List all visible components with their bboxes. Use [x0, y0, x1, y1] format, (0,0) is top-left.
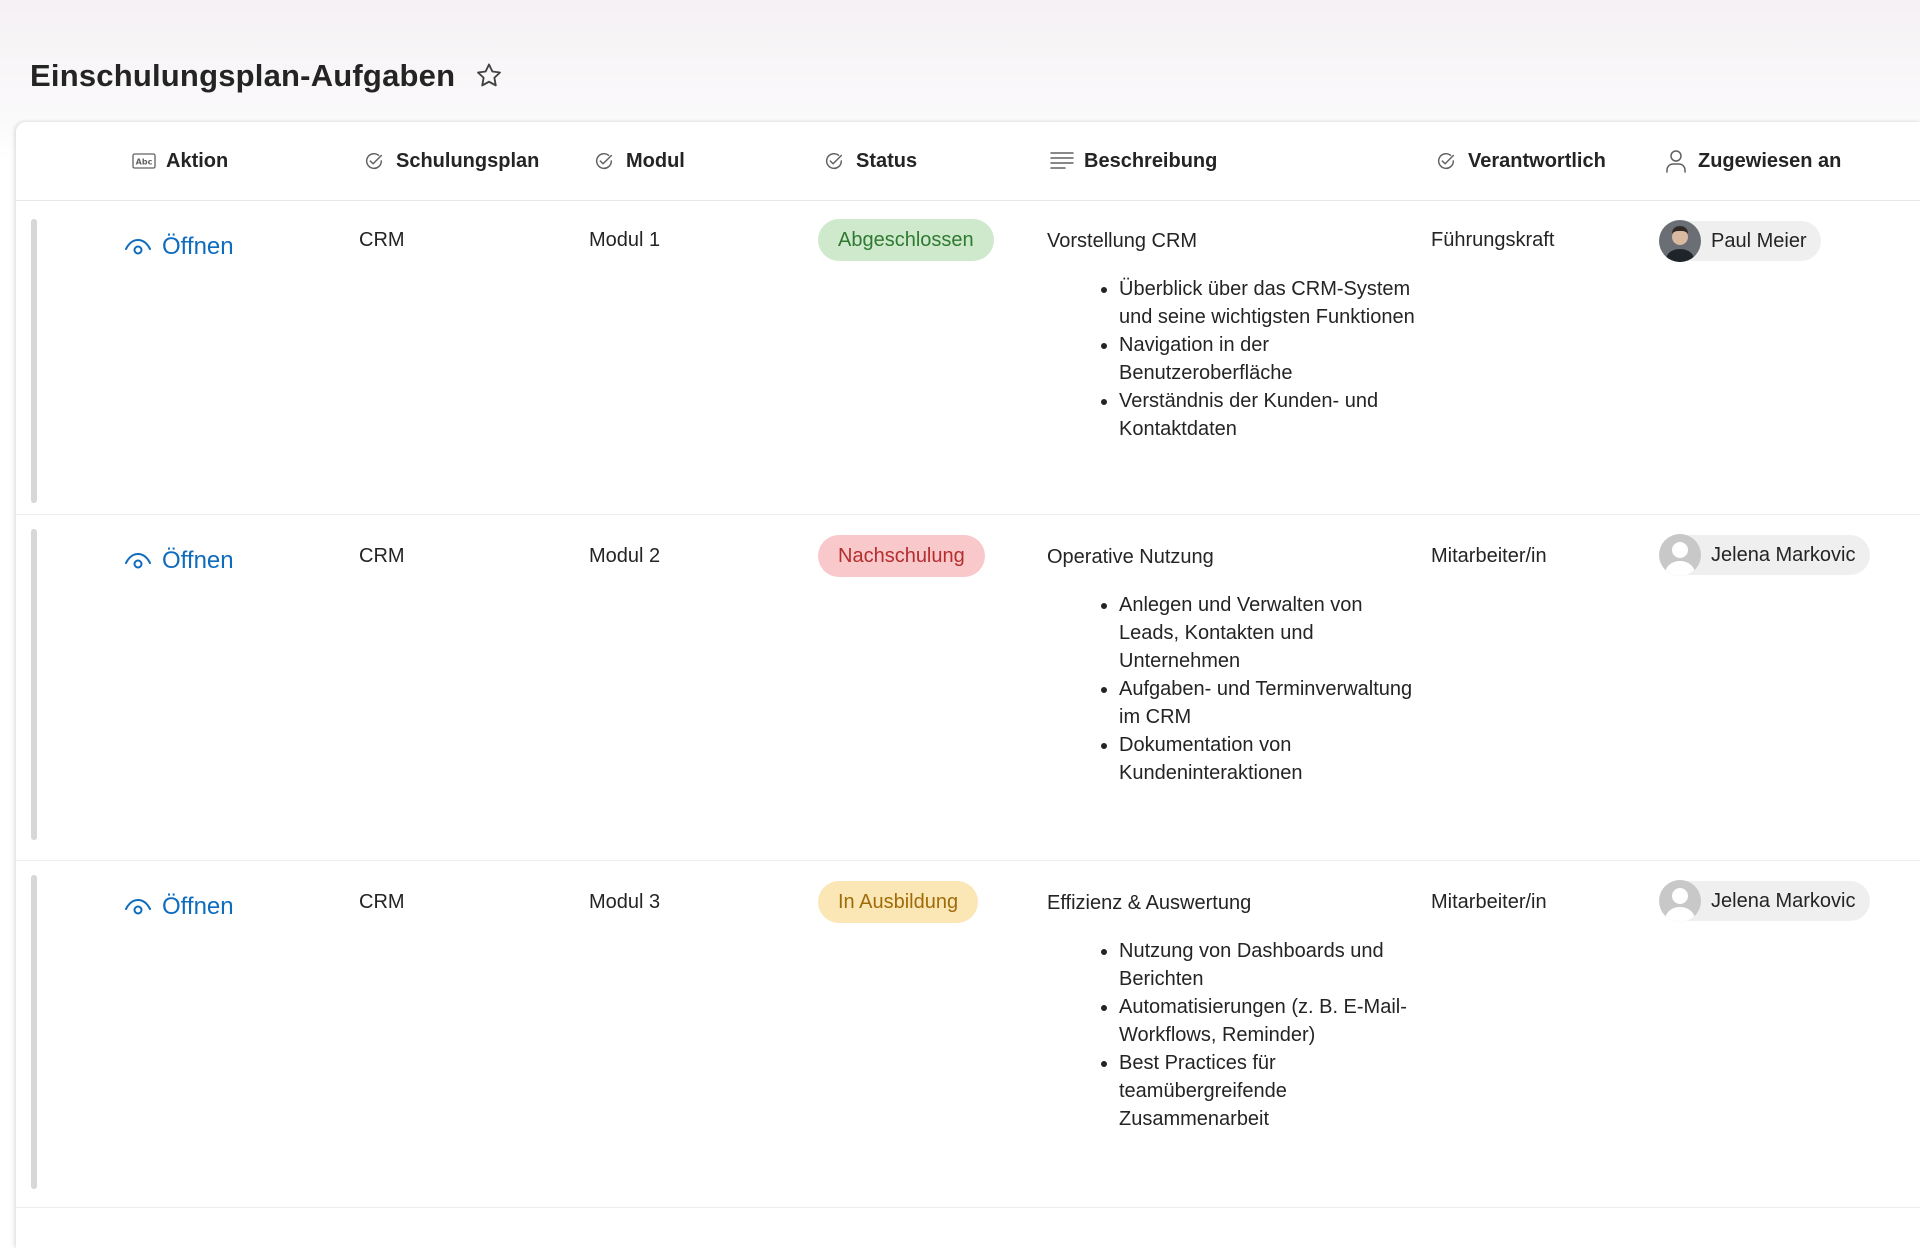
list-panel: [16, 122, 1920, 1248]
column-header-beschreibung[interactable]: [1050, 122, 1217, 200]
description-title: Operative Nutzung: [1047, 546, 1214, 568]
check-circle-icon: [362, 149, 386, 173]
status-badge: [818, 881, 978, 923]
column-header-zugewiesen[interactable]: [1664, 122, 1841, 200]
row-selector[interactable]: [31, 529, 37, 840]
avatar-icon: [1659, 534, 1701, 576]
column-header-label: Beschreibung: [1084, 149, 1218, 172]
text-field-icon: [132, 149, 156, 173]
check-circle-icon: [822, 149, 846, 173]
description-title: Effizienz & Auswertung: [1047, 892, 1252, 914]
description-list: [1047, 591, 1417, 787]
row-selector[interactable]: [31, 219, 37, 503]
assignee-name: Jelena Markovic: [1711, 889, 1856, 912]
description-bullet: • Überblick über das CRM-System und seine wichtigsten Funktionen: [1119, 275, 1417, 331]
description-bullet: • Anlegen und Verwalten von Leads, Kontakten und Unternehmen: [1119, 591, 1417, 675]
column-header-label: Verantwortlich: [1468, 149, 1606, 172]
schulungsplan-cell: CRM: [359, 229, 405, 251]
verantwortlich-cell: Führungskraft: [1431, 229, 1555, 251]
description-bullet: • Navigation in der Benutzeroberfläche: [1119, 331, 1417, 387]
status-badge: [818, 219, 994, 261]
description-cell: [1047, 227, 1417, 443]
modul-cell: Modul 2: [589, 545, 661, 567]
description-list: [1047, 937, 1417, 1133]
open-link-label: Öffnen: [162, 547, 234, 574]
verantwortlich-cell: Mitarbeiter/in: [1431, 545, 1547, 567]
verantwortlich-cell: Mitarbeiter/in: [1431, 891, 1547, 913]
description-bullet: • Verständnis der Kunden- und Kontaktdaten: [1119, 387, 1417, 443]
assignee-name: Paul Meier: [1711, 229, 1807, 252]
column-header-status[interactable]: [822, 122, 917, 200]
check-circle-icon: [1434, 149, 1458, 173]
modul-cell: Modul 3: [589, 891, 661, 913]
status-badge: [818, 535, 985, 577]
column-header-schulungsplan[interactable]: [362, 122, 539, 200]
column-header-label: Schulungsplan: [396, 149, 540, 172]
title-bar: [30, 58, 505, 94]
table-row[interactable]: [16, 861, 1920, 1208]
open-link-label: Öffnen: [162, 893, 234, 920]
status-label: Abgeschlossen: [838, 228, 974, 251]
modul-cell: Modul 1: [589, 229, 661, 251]
column-header-verantwortlich[interactable]: [1434, 122, 1606, 200]
svg-text:Abc: Abc: [135, 157, 153, 167]
open-link-label: Öffnen: [162, 233, 234, 260]
description-bullet: • Nutzung von Dashboards und Berichten: [1119, 937, 1417, 993]
assignee-chip[interactable]: [1660, 535, 1870, 575]
column-header-aktion[interactable]: [132, 122, 228, 200]
status-label: Nachschulung: [838, 544, 965, 567]
schulungsplan-cell: CRM: [359, 545, 405, 567]
column-header-label: Modul: [626, 149, 685, 172]
schulungsplan-cell: CRM: [359, 891, 405, 913]
star-icon[interactable]: [473, 60, 505, 92]
description-bullet: • Aufgaben- und Terminverwaltung im CRM: [1119, 675, 1417, 731]
column-header-modul[interactable]: [592, 122, 685, 200]
check-circle-icon: [592, 149, 616, 173]
description-title: Vorstellung CRM: [1047, 230, 1198, 252]
column-header-label: Aktion: [166, 149, 229, 172]
column-header-label: Status: [856, 149, 918, 172]
column-header-label: Zugewiesen an: [1698, 149, 1842, 172]
open-link[interactable]: [124, 893, 234, 921]
eye-icon: [124, 237, 152, 257]
description-cell: [1047, 543, 1417, 787]
description-list: [1047, 275, 1417, 443]
table-header: [16, 122, 1920, 201]
eye-icon: [124, 897, 152, 917]
description-cell: [1047, 889, 1417, 1133]
page-title: Einschulungsplan-Aufgaben: [30, 58, 456, 93]
avatar-icon: [1659, 880, 1701, 922]
description-bullet: • Dokumentation von Kundeninteraktionen: [1119, 731, 1417, 787]
assignee-chip[interactable]: [1660, 881, 1870, 921]
row-selector[interactable]: [31, 875, 37, 1189]
status-label: In Ausbildung: [838, 890, 959, 913]
table-row[interactable]: [16, 515, 1920, 861]
open-link[interactable]: [124, 547, 234, 575]
avatar-icon: [1659, 220, 1701, 262]
table-row[interactable]: [16, 201, 1920, 515]
assignee-name: Jelena Markovic: [1711, 543, 1856, 566]
person-icon: [1664, 149, 1688, 173]
assignee-chip[interactable]: [1660, 221, 1821, 261]
description-bullet: • Automatisierungen (z. B. E-Mail-Workflows, Reminder): [1119, 993, 1417, 1049]
description-bullet: • Best Practices für teamübergreifende Zusammenarbeit: [1119, 1049, 1417, 1133]
eye-icon: [124, 551, 152, 571]
open-link[interactable]: [124, 233, 234, 261]
multiline-text-icon: [1050, 149, 1074, 173]
